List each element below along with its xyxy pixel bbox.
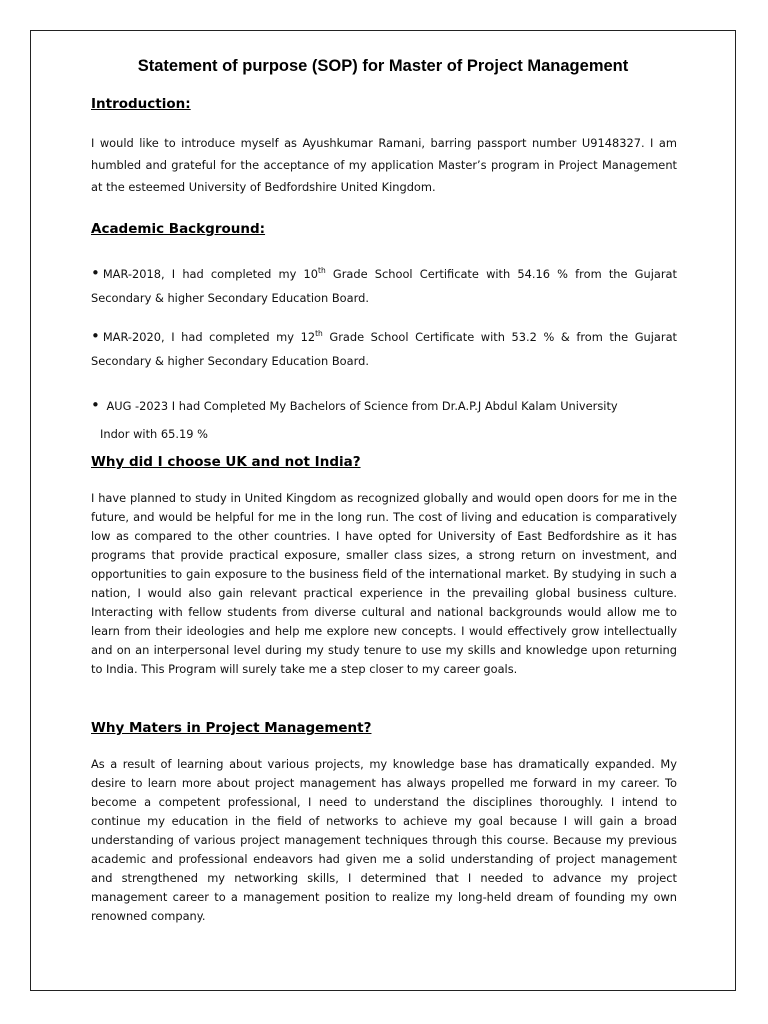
why-uk-paragraph: I have planned to study in United Kingdom as recognized globally and would open doors for me in the future, and would be helpful for me in the long run. The cost of living and education is comparatively low as compared to the other countries. I have opted for University of East Bedfordshire as it has programs that provide practical exposure, smaller class sizes, a strong return on investment, and opportunities to gain exposure to the business field of the international market. By studying in such a nation, I would also gain relevant practical experience in the prevailing global business culture. Interacting with fellow students from diverse cultural and national backgrounds would allow me to learn from their ideologies and help me explore new concepts. I would effectively grow intellectually and on an interpersonal level during my study tenure to use my skills and knowledge upon returning to India. This Program will surely take me a step closer to my career goals. <box>91 491 677 676</box>
bullet-dot: • <box>91 264 100 282</box>
academic-bullet-3 <box>91 391 677 448</box>
bullet-text: AUG -2023 I had Completed My Bachelors of Science from Dr.A.P.J Abdul Kalam University <box>106 399 618 413</box>
why-masters-paragraph: As a result of learning about various projects, my knowledge base has dramatically expanded. My desire to learn more about project management has always propelled me forward in my career. To become a competent professional, I need to understand the disciplines thoroughly. I intend to continue my education in the field of networks to achieve my goal because I will gain a broad understanding of various project management techniques through this course. Because my previous academic and professional endeavors had given me a solid understanding of project management and strengthened my networking skills, I determined that I needed to advance my project management career to a management position to realize my long-held dream of founding my own renowned company. <box>91 757 677 923</box>
bullet-dot: • <box>91 327 100 345</box>
why-masters-heading: Why Maters in Project Management? <box>91 720 372 736</box>
document-page <box>30 30 736 991</box>
bullet-text-continued: Grade School Certificate with 54.16 % from the Gujarat Secondary & higher Secondary Education Board. <box>91 267 677 305</box>
bullet-text: MAR-2018, I had completed my 10 <box>102 267 319 281</box>
introduction-paragraph: I would like to introduce myself as Ayushkumar Ramani, barring passport number U9148327. I am humbled and grateful for the acceptance of my application Master’s program in Project Management at the esteemed University of Bedfordshire United Kingdom. <box>91 136 677 194</box>
bullet-superscript: th <box>318 266 326 276</box>
academic-bullet-2 <box>91 324 677 373</box>
introduction-heading: Introduction: <box>91 96 191 112</box>
document-title: Statement of purpose (SOP) for Master of Project Management <box>137 57 629 75</box>
bullet-text-continued: Indor with 65.19 % <box>100 427 208 441</box>
academic-bullet-1 <box>91 261 677 310</box>
bullet-text-continued: Grade School Certificate with 53.2 % & from the Gujarat Secondary & higher Secondary Education Board. <box>91 330 678 368</box>
why-uk-heading: Why did I choose UK and not India? <box>91 454 361 470</box>
bullet-text: MAR-2020, I had completed my 12 <box>102 330 316 344</box>
academic-background-heading: Academic Background: <box>91 221 266 237</box>
bullet-dot: • <box>91 396 100 414</box>
bullet-superscript: th <box>315 329 323 339</box>
